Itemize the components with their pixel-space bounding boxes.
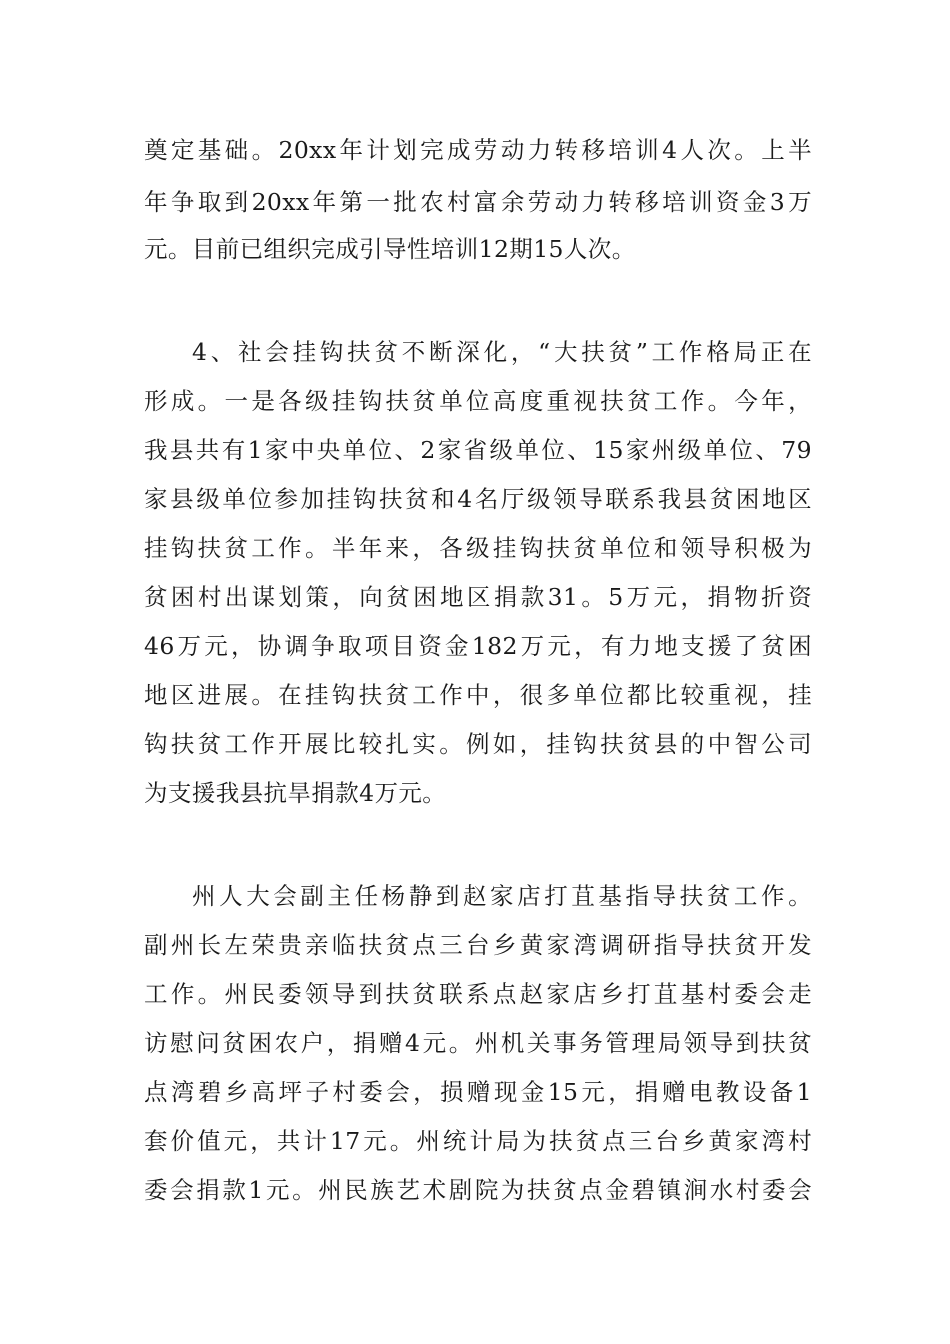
paragraph-2-line-7: 46万元，协调争取项目资金182万元，有力地支援了贫困 bbox=[144, 632, 812, 660]
paragraph-2-line-8: 地区进展。在挂钩扶贫工作中，很多单位都比较重视，挂 bbox=[144, 681, 812, 709]
paragraph-2-line-4: 家县级单位参加挂钩扶贫和4名厅级领导联系我县贫困地区 bbox=[144, 485, 812, 513]
paragraph-1-line-3: 元。目前已组织完成引导性培训12期15人次。 bbox=[144, 235, 636, 263]
paragraph-2-line-5: 挂钩扶贫工作。半年来，各级挂钩扶贫单位和领导积极为 bbox=[144, 534, 812, 562]
paragraph-3-line-5: 点湾碧乡高坪子村委会，损赠现金15元，捐赠电教设备1 bbox=[144, 1078, 812, 1106]
paragraph-2-line-3: 我县共有1家中央单位、2家省级单位、15家州级单位、79 bbox=[144, 436, 812, 464]
paragraph-2-line-2: 形成。一是各级挂钩扶贫单位高度重视扶贫工作。今年， bbox=[144, 387, 812, 415]
paragraph-2-line-10: 为支援我县抗旱捐款4万元。 bbox=[144, 779, 447, 807]
paragraph-3-line-7: 委会捐款1元。州民族艺术剧院为扶贫点金碧镇涧水村委会 bbox=[144, 1176, 812, 1204]
paragraph-3-line-4: 访慰问贫困农户，捐赠4元。州机关事务管理局领导到扶贫 bbox=[144, 1029, 812, 1057]
paragraph-3-line-3: 工作。州民委领导到扶贫联系点赵家店乡打苴基村委会走 bbox=[144, 980, 812, 1008]
paragraph-3-line-2: 副州长左荣贵亲临扶贫点三台乡黄家湾调研指导扶贫开发 bbox=[144, 931, 812, 959]
paragraph-2-line-6: 贫困村出谋划策，向贫困地区捐款31。5万元，捐物折资 bbox=[144, 583, 812, 611]
paragraph-3-line-1: 州人大会副主任杨静到赵家店打苴基指导扶贫工作。 bbox=[192, 882, 812, 910]
paragraph-1-line-2: 年争取到20xx年第一批农村富余劳动力转移培训资金3万 bbox=[144, 188, 812, 216]
paragraph-2-line-9: 钩扶贫工作开展比较扎实。例如，挂钩扶贫县的中智公司 bbox=[144, 730, 812, 758]
paragraph-3-line-6: 套价值元，共计17元。州统计局为扶贫点三台乡黄家湾村 bbox=[144, 1127, 812, 1155]
paragraph-2-line-1: 4、社会挂钩扶贫不断深化，“大扶贫”工作格局正在 bbox=[192, 338, 812, 366]
paragraph-1-line-1: 奠定基础。20xx年计划完成劳动力转移培训4人次。上半 bbox=[144, 136, 812, 164]
